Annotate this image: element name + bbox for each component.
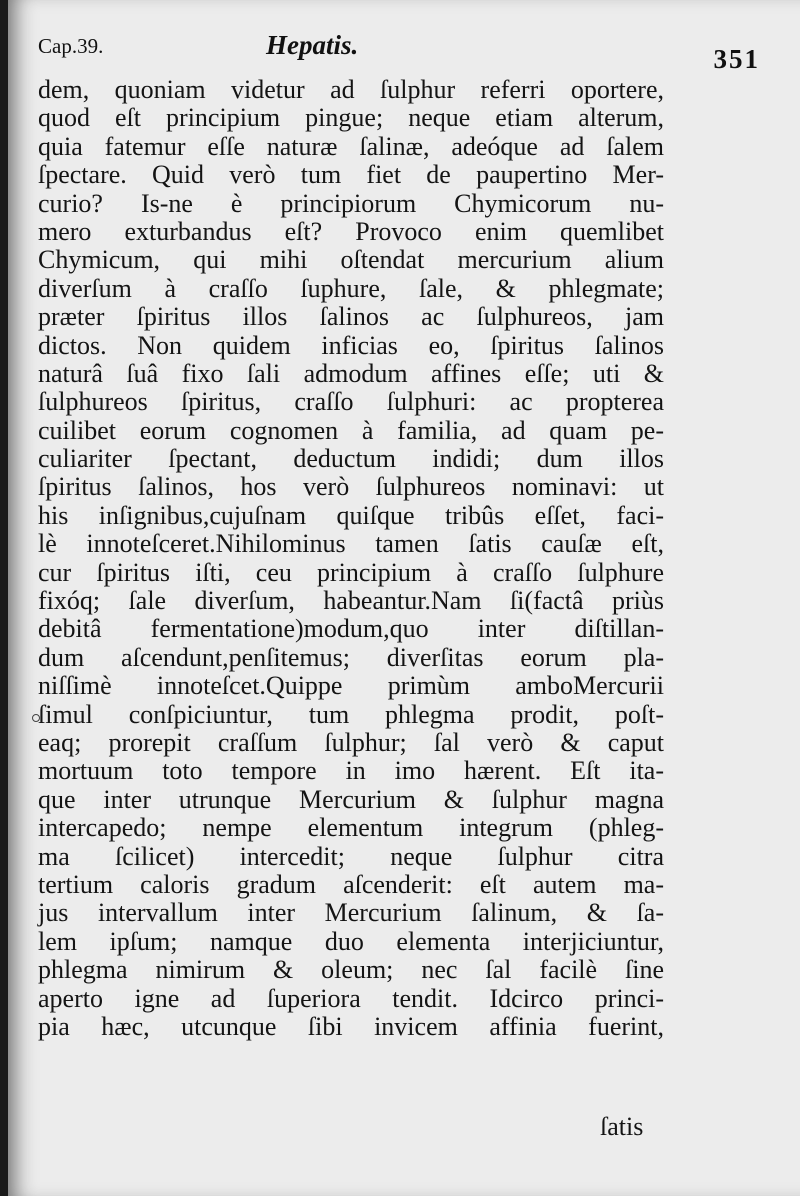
text-line: naturâ ſuâ fixo ſali admodum affines eſſe; uti &	[38, 358, 664, 388]
text-line: niſſimè innoteſcet.Quippe primùm amboMercurii	[38, 671, 664, 701]
text-line: præter ſpiritus illos ſalinos ac ſulphureos, jam	[38, 302, 664, 332]
text-line: fixóq; ſale diverſum, habeantur.Nam ſi(factâ priùs	[38, 586, 664, 616]
text-line: cuilibet eorum cognomen à familia, ad quam pe-	[38, 415, 664, 445]
running-title: Hepatis.	[266, 30, 359, 60]
body-text	[38, 76, 664, 1041]
text-line: phlegma nimirum & oleum; nec ſal facilè ſine	[38, 955, 664, 985]
text-line: curio? Is-ne è principiorum Chymicorum nu-	[38, 188, 664, 218]
text-line: ſulphureos ſpiritus, craſſo ſulphuri: ac propterea	[38, 387, 664, 417]
text-line: ſimul conſpiciuntur, tum phlegma prodit, poſt-	[38, 699, 664, 729]
text-line: intercapedo; nempe elementum integrum (phleg-	[38, 813, 664, 843]
text-line: eaq; prorepit craſſum ſulphur; ſal verò & caput	[38, 727, 664, 757]
text-line: ſpectare. Quid verò tum fiet de paupertino Mer-	[38, 160, 664, 190]
text-line: Chymicum, qui mihi oſtendat mercurium alium	[38, 245, 664, 275]
text-line: dictos. Non quidem inficias eo, ſpiritus ſalinos	[38, 330, 664, 360]
text-line: mortuum toto tempore in imo hærent. Eſt ita-	[38, 756, 664, 786]
text-line: pia hæc, utcunque ſibi invicem affinia fuerint,	[38, 1011, 664, 1041]
text-line: dem, quoniam videtur ad ſulphur referri oportere,	[38, 75, 664, 104]
catchword: ſatis	[600, 1112, 644, 1141]
text-line: cur ſpiritus iſti, ceu principium à craſſo ſulphure	[38, 557, 664, 587]
text-line: debitâ fermentatione)modum,quo inter diſtillan-	[38, 614, 664, 644]
book-page	[8, 0, 800, 1196]
text-line: ſpiritus ſalinos, hos verò ſulphureos nominavi: ut	[38, 472, 664, 502]
text-line: quia fatemur eſſe naturæ ſalinæ, adeóque ad ſalem	[38, 131, 664, 161]
page-header	[38, 30, 760, 74]
text-line: aperto igne ad ſuperiora tendit. Idcirco princi-	[38, 983, 664, 1013]
text-line: lè innoteſceret.Nihilominus tamen ſatis cauſæ eſt,	[38, 529, 664, 559]
text-line: culiariter ſpectant, deductum indidi; dum illos	[38, 444, 664, 474]
text-line: ma ſcilicet) intercedit; neque ſulphur citra	[38, 841, 664, 871]
text-line: que inter utrunque Mercurium & ſulphur magna	[38, 784, 664, 814]
page-number: 351	[713, 44, 760, 74]
text-line: jus intervallum inter Mercurium ſalinum, & ſa-	[38, 898, 664, 928]
text-line: lem ipſum; namque duo elementa interjiciuntur,	[38, 926, 664, 956]
text-line: diverſum à craſſo ſuphure, ſale, & phlegmate;	[38, 273, 664, 303]
text-line: dum aſcendunt,penſitemus; diverſitas eorum pla-	[38, 642, 664, 672]
text-line: mero exturbandus eſt? Provoco enim quemlibet	[38, 216, 664, 246]
text-line: his inſignibus,cujuſnam quiſque tribûs eſſet, faci-	[38, 500, 664, 530]
text-line: tertium caloris gradum aſcenderit: eſt autem ma-	[38, 869, 664, 899]
chapter-label: Cap.39.	[38, 34, 104, 58]
text-line: quod eſt principium pingue; neque etiam alterum,	[38, 103, 664, 133]
